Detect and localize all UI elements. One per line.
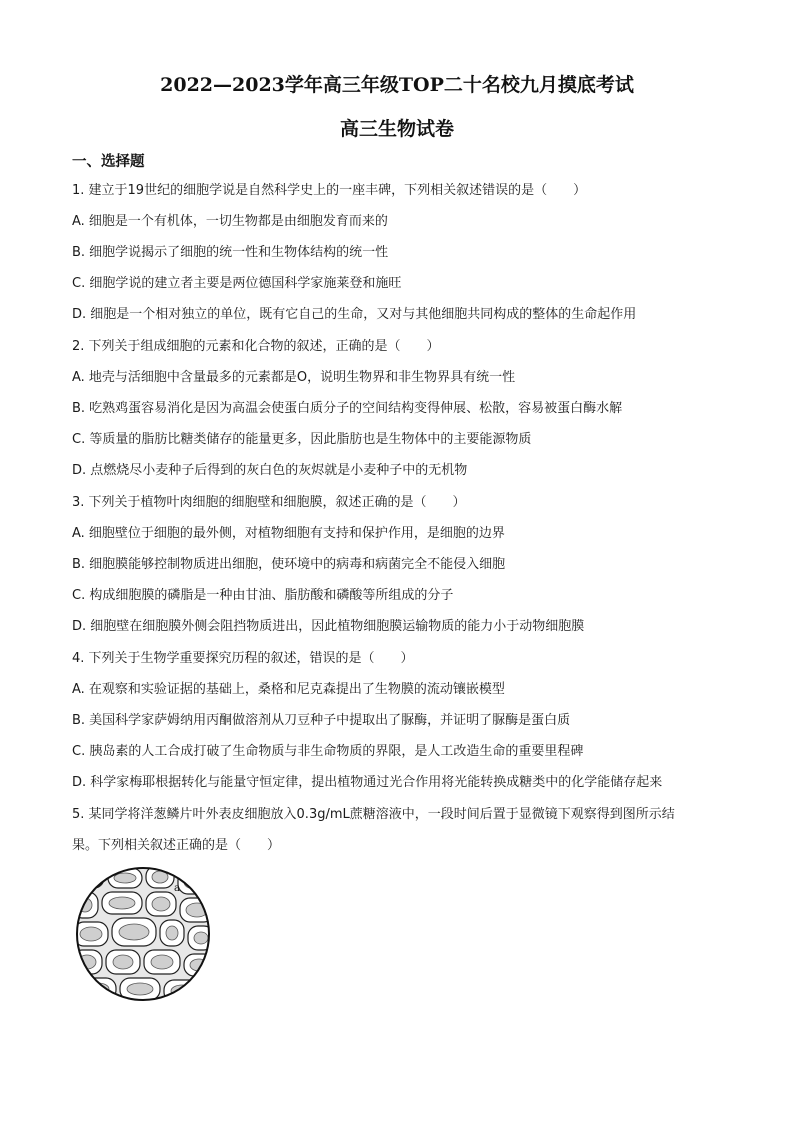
figure-label-a: a <box>174 883 180 894</box>
question-2-option-d: D. 点燃烧尽小麦种子后得到的灰白色的灰烬就是小麦种子中的无机物 <box>72 463 468 478</box>
exam-title: 2022—2023学年高三年级TOP二十名校九月摸底考试 <box>160 74 634 96</box>
question-2-option-c: C. 等质量的脂肪比糖类储存的能量更多，因此脂肪也是生物体中的主要能源物质 <box>72 432 532 447</box>
question-1-option-c: C. 细胞学说的建立者主要是两位德国科学家施莱登和施旺 <box>72 276 402 291</box>
question-1-option-a: A. 细胞是一个有机体，一切生物都是由细胞发育而来的 <box>72 214 388 229</box>
question-4-option-b: B. 美国科学家萨姆纳用丙酮做溶剂从刀豆种子中提取出了脲酶，并证明了脲酶是蛋白质 <box>72 713 571 728</box>
question-3-option-d: D. 细胞壁在细胞膜外侧会阻挡物质进出，因此植物细胞膜运输物质的能力小于动物细胞膜 <box>72 619 585 634</box>
question-1-option-d: D. 细胞是一个相对独立的单位，既有它自己的生命，又对与其他细胞共同构成的整体的生命起作用 <box>72 307 637 322</box>
question-5-stem-line-1: 5. 某同学将洋葱鳞片叶外表皮细胞放入0.3g/mL蔗糖溶液中，一段时间后置于显微镜下观察得到图所示结 <box>72 807 675 822</box>
question-1-stem: 1. 建立于19世纪的细胞学说是自然科学史上的一座丰碑，下列相关叙述错误的是（ ） <box>72 183 587 198</box>
question-1-option-b: B. 细胞学说揭示了细胞的统一性和生物体结构的统一性 <box>72 245 389 260</box>
question-5-stem-line-2: 果。下列相关叙述正确的是（ ） <box>72 838 281 853</box>
exam-subtitle: 高三生物试卷 <box>339 118 454 140</box>
question-3-option-a: A. 细胞壁位于细胞的最外侧，对植物细胞有支持和保护作用，是细胞的边界 <box>72 526 505 541</box>
question-3-option-b: B. 细胞膜能够控制物质进出细胞，使环境中的病毒和病菌完全不能侵入细胞 <box>72 557 506 572</box>
question-2-option-a: A. 地壳与活细胞中含量最多的元素都是O，说明生物界和非生物界具有统一性 <box>72 370 516 385</box>
microscope-cell-figure <box>70 864 216 1004</box>
question-4-option-a: A. 在观察和实验证据的基础上，桑格和尼克森提出了生物膜的流动镶嵌模型 <box>72 682 505 697</box>
section-heading: 一、选择题 <box>72 154 145 170</box>
question-2-stem: 2. 下列关于组成细胞的元素和化合物的叙述，正确的是（ ） <box>72 339 440 354</box>
question-3-stem: 3. 下列关于植物叶肉细胞的细胞壁和细胞膜，叙述正确的是（ ） <box>72 495 466 510</box>
question-2-option-b: B. 吃熟鸡蛋容易消化是因为高温会使蛋白质分子的空间结构变得伸展、松散，容易被蛋白酶水解 <box>72 401 623 416</box>
question-4-option-c: C. 胰岛素的人工合成打破了生命物质与非生命物质的界限，是人工改造生命的重要里程碑 <box>72 744 584 759</box>
question-3-option-c: C. 构成细胞膜的磷脂是一种由甘油、脂肪酸和磷酸等所组成的分子 <box>72 588 454 603</box>
question-4-stem: 4. 下列关于生物学重要探究历程的叙述，错误的是（ ） <box>72 651 414 666</box>
question-4-option-d: D. 科学家梅耶根据转化与能量守恒定律，提出植物通过光合作用将光能转换成糖类中的化学能储存起来 <box>72 775 663 790</box>
